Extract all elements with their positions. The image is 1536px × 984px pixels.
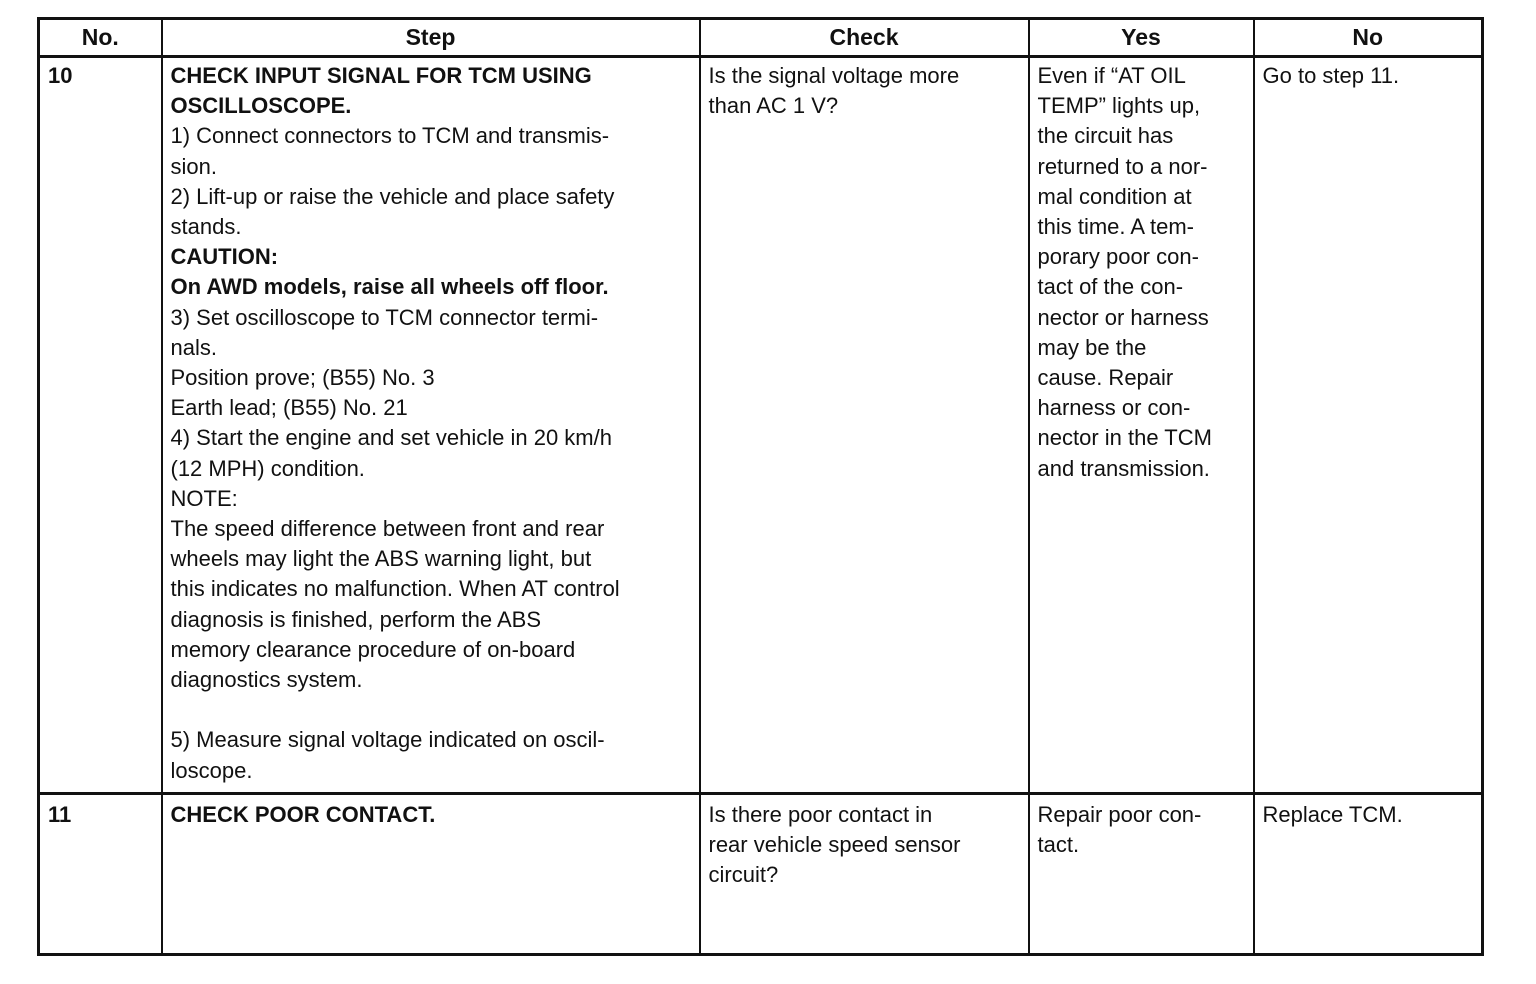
- step-text-line: 5) Measure signal voltage indicated on oscil-: [170, 727, 605, 753]
- yes-text-line: harness or con-: [1037, 395, 1191, 421]
- yes-text-line: cause. Repair: [1037, 365, 1174, 391]
- step-number: 11: [39, 794, 162, 955]
- step-text-line: 2) Lift-up or raise the vehicle and place safety: [170, 183, 615, 209]
- step-text-line: nals.: [170, 334, 217, 360]
- yes-text-line: nector or harness: [1037, 304, 1209, 330]
- caution-text: On AWD models, raise all wheels off floor.: [170, 274, 609, 300]
- note-text-line: this indicates no malfunction. When AT control: [170, 576, 620, 602]
- step-text-line: sion.: [170, 153, 217, 179]
- no-cell: [1254, 57, 1483, 794]
- caution-label: CAUTION:: [170, 244, 279, 270]
- yes-text-line: porary poor con-: [1037, 244, 1199, 270]
- check-text-line: circuit?: [708, 862, 779, 888]
- note-text-line: memory clearance procedure of on-board: [170, 636, 576, 662]
- header-no: No.: [39, 19, 162, 57]
- yes-text-line: Even if “AT OIL: [1037, 63, 1186, 88]
- yes-text-line: the circuit has: [1037, 123, 1174, 149]
- step-text-line: (12 MPH) condition.: [170, 455, 365, 481]
- header-yes: Yes: [1029, 19, 1254, 57]
- step-number: 10: [39, 57, 162, 794]
- step-title-line: CHECK INPUT SIGNAL FOR TCM USING: [170, 63, 592, 88]
- check-text-line: rear vehicle speed sensor: [708, 832, 961, 858]
- yes-text-line: mal condition at: [1037, 183, 1192, 209]
- step-cell: [162, 57, 700, 794]
- yes-text-line: Repair poor con-: [1037, 802, 1202, 827]
- header-no-result: No: [1254, 19, 1483, 57]
- header-step: Step: [162, 19, 700, 57]
- diagnostic-table: [37, 17, 1484, 956]
- step-text-line: 3) Set oscilloscope to TCM connector termi-: [170, 304, 599, 330]
- check-text-line: Is the signal voltage more: [708, 63, 960, 88]
- step-title-line: OSCILLOSCOPE.: [170, 93, 352, 119]
- step-title-line: CHECK POOR CONTACT.: [170, 802, 436, 827]
- spacer: [171, 695, 691, 725]
- table-row: [39, 57, 1483, 794]
- note-text-line: diagnostics system.: [170, 667, 363, 693]
- yes-text-line: returned to a nor-: [1037, 153, 1208, 179]
- check-cell: [700, 794, 1029, 955]
- yes-text-line: tact.: [1037, 832, 1080, 858]
- step-text-line: loscope.: [170, 757, 253, 783]
- step-text-line: 1) Connect connectors to TCM and transmis-: [170, 123, 610, 149]
- check-cell: [700, 57, 1029, 794]
- step-text-line: 4) Start the engine and set vehicle in 20 km/h: [170, 425, 612, 451]
- note-text-line: wheels may light the ABS warning light, but: [170, 546, 592, 572]
- note-label: NOTE:: [170, 485, 238, 511]
- yes-text-line: tact of the con-: [1037, 274, 1184, 300]
- note-text-line: The speed difference between front and rear: [170, 516, 605, 542]
- no-text-line: Replace TCM.: [1262, 802, 1403, 827]
- yes-text-line: TEMP” lights up,: [1037, 93, 1201, 119]
- step-text-line: Position prove; (B55) No. 3: [170, 365, 435, 391]
- yes-text-line: nector in the TCM: [1037, 425, 1212, 451]
- header-check: Check: [700, 19, 1029, 57]
- step-text-line: stands.: [170, 214, 242, 240]
- step-text-line: Earth lead; (B55) No. 21: [170, 395, 408, 421]
- yes-text-line: this time. A tem-: [1037, 214, 1194, 240]
- header-row: [39, 19, 1483, 57]
- yes-cell: [1029, 57, 1254, 794]
- step-cell: [162, 794, 700, 955]
- yes-text-line: may be the: [1037, 334, 1147, 360]
- check-text-line: Is there poor contact in: [708, 802, 933, 827]
- table-row: [39, 794, 1483, 955]
- yes-cell: [1029, 794, 1254, 955]
- no-text-line: Go to step 11.: [1262, 63, 1400, 88]
- note-text-line: diagnosis is finished, perform the ABS: [170, 606, 542, 632]
- yes-text-line: and transmission.: [1037, 455, 1210, 481]
- no-cell: [1254, 794, 1483, 955]
- check-text-line: than AC 1 V?: [708, 93, 839, 119]
